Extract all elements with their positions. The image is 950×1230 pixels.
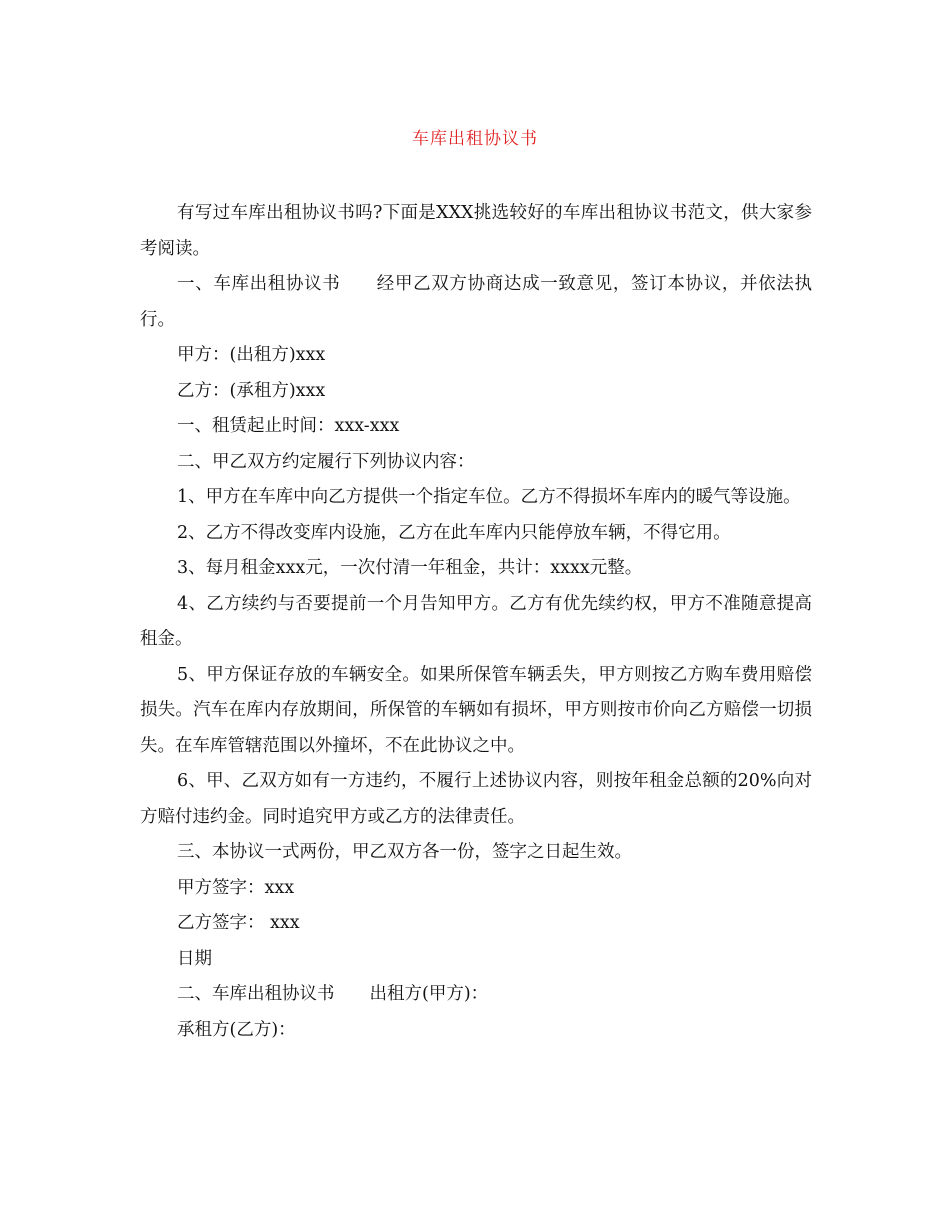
document-body [140, 196, 812, 1048]
party-b-line: 乙方：(承租方)xxx [177, 380, 326, 401]
term-4: 4、乙方续约与否要提前一个月告知甲方。乙方有优先续约权，甲方不准随意提高租金。 [140, 593, 812, 649]
intro-paragraph: 有写过车库出租协议书吗?下面是XXX挑选较好的车库出租协议书范文，供大家参考阅读。 [140, 203, 812, 259]
term-1: 1、甲方在车库中向乙方提供一个指定车位。乙方不得损坏车库内的暖气等设施。 [177, 487, 801, 507]
copies-clause: 三、本协议一式两份，甲乙双方各一份，签字之日起生效。 [177, 842, 632, 862]
agreement-terms-heading: 二、甲乙双方约定履行下列协议内容： [177, 451, 475, 472]
lessee-line: 承租方(乙方)： [177, 1019, 296, 1040]
term-6: 6、甲、乙双方如有一方违约，不履行上述协议内容，则按年租金总额的20%向对方赔付违约金。同时追究甲方或乙方的法律责任。 [140, 771, 812, 827]
section-1-heading: 一、车库出租协议书 经甲乙双方协商达成一致意见，签订本协议，并依法执行。 [140, 274, 812, 330]
date-line: 日期 [177, 948, 212, 969]
section-2-heading: 二、车库出租协议书 出租方(甲方)： [177, 984, 489, 1004]
party-b-signature: 乙方签字： xxx [177, 913, 300, 933]
document-title: 车库出租协议书 [412, 129, 538, 149]
term-2: 2、乙方不得改变库内设施，乙方在此车库内只能停放车辆，不得它用。 [177, 522, 731, 543]
term-3: 3、每月租金xxx元，一次付清一年租金，共计：xxxx元整。 [177, 558, 643, 578]
lease-period-line: 一、租赁起止时间：xxx-xxx [177, 416, 400, 436]
term-5: 5、甲方保证存放的车辆安全。如果所保管车辆丢失，甲方则按乙方购车费用赔偿损失。汽车在库内存放期间，所保管的车辆如有损坏，甲方则按市价向乙方赔偿一切损失。在车库管辖范围以外撞坏，不在此协议之中。 [140, 664, 812, 756]
party-a-line: 甲方：(出租方)xxx [177, 345, 326, 365]
party-a-signature: 甲方签字：xxx [177, 877, 295, 898]
